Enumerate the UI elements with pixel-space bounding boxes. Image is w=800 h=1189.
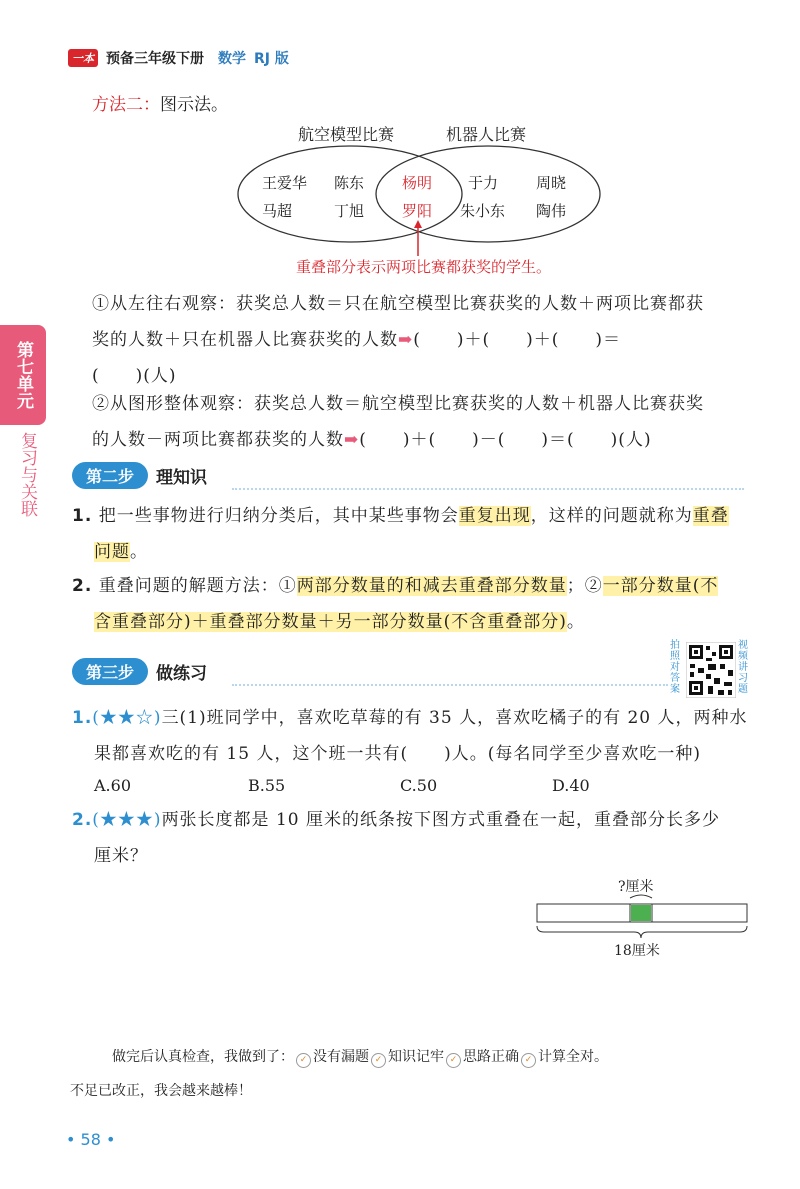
k2-highlight: 一部分数量(不 [602,576,719,596]
q1-line2: 果都喜欢吃的有 15 人，这个班一共有( )人。(每名同学至少喜欢吃一种) [94,744,701,764]
venn-name: 王爱华 [262,174,308,192]
venn-right-ellipse [376,146,600,242]
venn-diagram [230,120,610,270]
step3-divider [232,684,668,686]
subject-label: 数学 [218,51,246,67]
q1-line1: 三(1)班同学中，喜欢吃草莓的有 35 人，喜欢吃橘子的有 20 人，两种水 [161,708,748,728]
k2-number: 2. [72,576,93,596]
step2-pill: 第二步 [72,462,148,489]
qr-code-icon[interactable] [686,642,736,698]
page-header [68,46,289,70]
observation-2 [92,386,752,458]
venn-name: 朱小东 [460,202,506,220]
venn-name: 丁旭 [334,202,365,220]
step3-banner [72,658,207,685]
obs2-blanks: ( )＋( )－( )＝( )(人) [359,430,652,450]
version-label: RJ 版 [254,51,289,67]
unit-side-label: 复习与关联 [17,432,37,517]
step3-pill: 第三步 [72,658,148,685]
check-circle-icon[interactable]: ✓ [521,1053,536,1068]
strip-figure [536,872,748,962]
self-check-line1 [112,1046,608,1068]
check-item: 没有漏题 [313,1049,369,1065]
venn-shapes [230,120,610,270]
self-check-line2: 不足已改正，我会越来越棒！ [70,1083,252,1099]
venn-note: 重叠部分表示两项比赛都获奖的学生。 [296,258,552,276]
arrow-icon: ➡ [344,430,360,450]
unit-tab: 第七单元 [0,325,46,425]
knowledge-1 [72,498,752,570]
k2-text: ；② [566,576,603,596]
bottom-brace [537,926,747,938]
k1-highlight: 重叠 [692,506,729,526]
k2-highlight: 两部分数量的和减去重叠部分数量 [296,576,567,596]
k1-text: ，这样的问题就称为 [530,506,693,526]
brand-logo: 一本 [68,49,98,67]
method2-label: 方法二： [92,95,160,115]
venn-left-title: 航空模型比赛 [298,125,395,144]
top-brace [630,895,652,898]
venn-name: 于力 [468,174,499,192]
obs1-line2: 奖的人数＋只在机器人比赛获奖的人数 [92,330,398,350]
knowledge-2 [72,568,752,640]
venn-name: 陶伟 [536,202,567,220]
book-title: 预备三年级下册 [106,51,204,67]
observation-1 [92,286,752,394]
k2-text: 重叠问题的解题方法：① [98,576,297,596]
obs1-line1: ①从左往右观察：获奖总人数＝只在航空模型比赛获奖的人数＋两项比赛都获 [92,294,704,314]
check-circle-icon[interactable]: ✓ [446,1053,461,1068]
step2-banner [72,462,207,489]
q1-option[interactable]: A.60 [94,776,131,795]
venn-name-overlap: 杨明 [402,174,433,192]
step3-title: 做练习 [156,664,208,684]
k1-text: 。 [130,542,148,562]
q2-line1: 两张长度都是 10 厘米的纸条按下图方式重叠在一起，重叠部分长多少 [161,810,721,830]
obs1-blanks: ( )＋( )＋( )＝ [413,330,622,350]
page-number: • 58 • [66,1130,116,1149]
check-item: 思路正确 [463,1049,519,1065]
method2-heading [92,90,228,115]
overlap-segment [631,905,651,921]
check-item: 计算全对。 [538,1049,608,1065]
k2-text: 。 [566,612,585,632]
q1-number: 1. [72,708,93,728]
q2-line2: 厘米？ [94,846,148,866]
question-2 [72,802,752,874]
difficulty-stars-icon: (★★★) [92,810,162,830]
check-item: 知识记牢 [388,1049,444,1065]
fig-bottom-label: 18厘米 [614,943,660,959]
k1-highlight: 问题 [94,542,130,562]
venn-left-ellipse [238,146,462,242]
arrow-icon: ➡ [398,330,414,350]
fig-top-label: ?厘米 [618,879,654,895]
venn-name-overlap: 罗阳 [402,202,433,220]
obs2-line1: ②从图形整体观察：获奖总人数＝航空模型比赛获奖的人数＋机器人比赛获奖 [92,394,704,414]
venn-name: 陈东 [334,174,365,192]
step2-title: 理知识 [156,468,208,488]
obs1-line3: ( )(人) [92,366,177,386]
k1-highlight: 重复出现 [458,506,531,526]
venn-right-title: 机器人比赛 [446,125,527,144]
self-check-text: 做完后认真检查，我做到了： [112,1049,294,1065]
q2-number: 2. [72,810,93,830]
strip-shapes [536,890,748,940]
check-circle-icon[interactable]: ✓ [296,1053,311,1068]
obs2-line2: 的人数－两项比赛都获奖的人数 [92,430,344,450]
venn-name: 马超 [262,202,293,220]
question-1 [72,700,752,772]
q1-option[interactable]: B.55 [248,776,286,795]
k2-highlight: 含重叠部分)＋重叠部分数量＋另一部分数量(不含重叠部分) [94,612,567,632]
q1-option[interactable]: D.40 [552,776,590,795]
method2-text: 图示法。 [160,95,228,115]
difficulty-stars-icon: (★★☆) [92,708,162,728]
k1-text: 把一些事物进行归纳分类后，其中某些事物会 [98,506,459,526]
k1-number: 1. [72,506,93,526]
venn-name: 周晓 [536,174,567,192]
qr-right-caption: 视频讲习题 [738,640,748,695]
check-circle-icon[interactable]: ✓ [371,1053,386,1068]
step2-divider [232,488,744,490]
q1-option[interactable]: C.50 [400,776,438,795]
qr-left-caption: 拍照对答案 [670,640,680,695]
venn-pointer-arrow [414,220,422,228]
